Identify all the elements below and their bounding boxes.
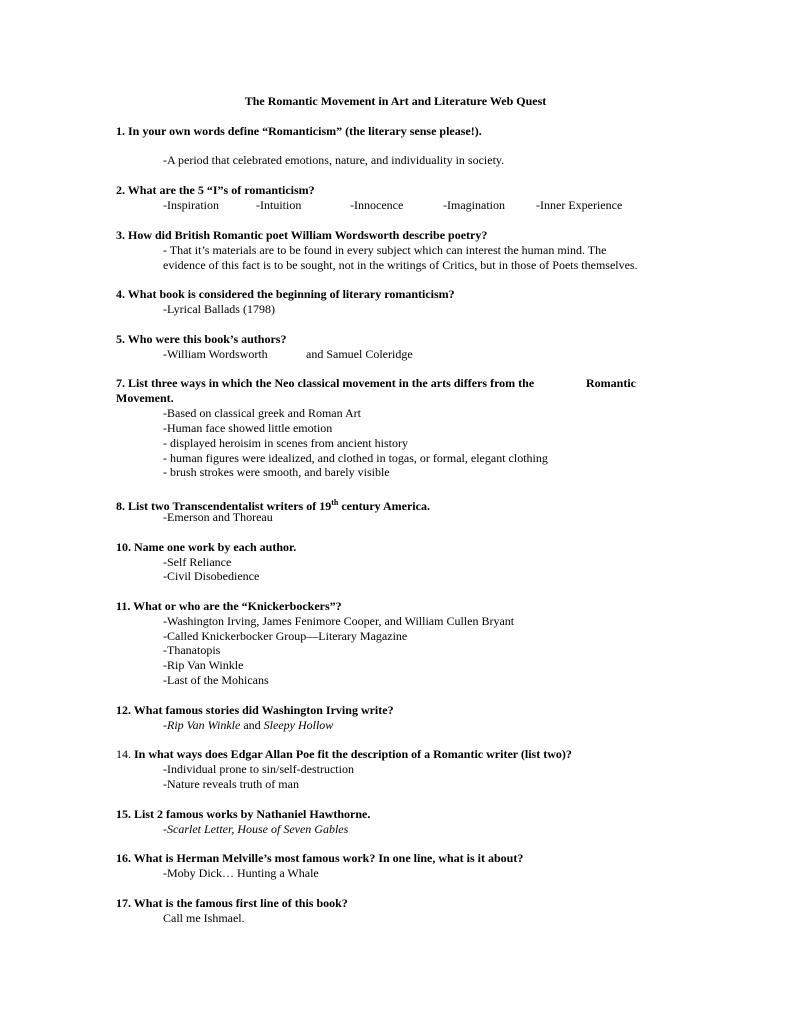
answer-5-a: -William Wordsworth bbox=[163, 347, 268, 361]
answer-2-item: -Inner Experience bbox=[536, 198, 623, 212]
answer-12-and: and bbox=[240, 718, 264, 732]
answer-11-item: -Last of the Mohicans bbox=[163, 673, 269, 687]
answer-11-item: -Thanatopis bbox=[163, 643, 221, 657]
answer-2-item: -Intuition bbox=[256, 198, 302, 212]
answer-2-item: -Imagination bbox=[443, 198, 505, 212]
question-10: 10. Name one work by each author. bbox=[116, 540, 297, 554]
question-4: 4. What book is considered the beginning of literary romanticism? bbox=[116, 287, 455, 301]
answer-3-line: evidence of this fact is to be sought, not in the writings of Critics, but in those of Poets themselves. bbox=[163, 258, 638, 272]
answer-1: -A period that celebrated emotions, nature, and individuality in society. bbox=[163, 153, 505, 167]
answer-12-title-b: Sleepy Hollow bbox=[263, 718, 334, 732]
answer-2-item: -Inspiration bbox=[163, 198, 219, 212]
question-7-b: Romantic bbox=[586, 376, 636, 390]
question-14-number: 14. bbox=[116, 747, 134, 761]
answer-11-item: -Washington Irving, James Fenimore Cooper, and William Cullen Bryant bbox=[163, 614, 515, 628]
answer-7-item: - human figures were idealized, and clothed in togas, or formal, elegant clothing bbox=[163, 451, 548, 465]
answer-5-b: and Samuel Coleridge bbox=[306, 347, 413, 361]
question-7-a: 7. List three ways in which the Neo classical movement in the arts differs from the bbox=[116, 376, 535, 390]
answer-7-item: -Human face showed little emotion bbox=[163, 421, 333, 435]
answer-10-item: -Self Reliance bbox=[163, 555, 232, 569]
answer-8: -Emerson and Thoreau bbox=[163, 510, 273, 524]
answer-2-item: -Innocence bbox=[350, 198, 404, 212]
answer-12 bbox=[163, 718, 333, 733]
question-14 bbox=[116, 747, 572, 762]
document-title: The Romantic Movement in Art and Literature Web Quest bbox=[244, 94, 547, 108]
question-2: 2. What are the 5 “I”s of romanticism? bbox=[116, 183, 315, 197]
question-14-text: In what ways does Edgar Allan Poe fit the description of a Romantic writer (list two)? bbox=[134, 747, 572, 761]
answer-17: Call me Ishmael. bbox=[163, 911, 245, 925]
answer-15: -Scarlet Letter, House of Seven Gables bbox=[163, 822, 349, 836]
question-5: 5. Who were this book’s authors? bbox=[116, 332, 287, 346]
answer-11-item: -Rip Van Winkle bbox=[163, 658, 244, 672]
question-3: 3. How did British Romantic poet William Wordsworth describe poetry? bbox=[116, 228, 488, 242]
answer-3-line: - That it’s materials are to be found in every subject which can interest the human mind. The bbox=[163, 243, 607, 257]
question-8-text-end: century America. bbox=[338, 499, 430, 513]
question-8-superscript: th bbox=[331, 498, 339, 507]
question-15: 15. List 2 famous works by Nathaniel Hawthorne. bbox=[116, 807, 371, 821]
answer-7-item: - brush strokes were smooth, and barely visible bbox=[163, 465, 390, 479]
answer-14-item: -Individual prone to sin/self-destruction bbox=[163, 762, 354, 776]
answer-7-item: -Based on classical greek and Roman Art bbox=[163, 406, 361, 420]
answer-11-item: -Called Knickerbocker Group—Literary Magazine bbox=[163, 629, 408, 643]
question-12: 12. What famous stories did Washington Irving write? bbox=[116, 703, 394, 717]
answer-4: -Lyrical Ballads (1798) bbox=[163, 302, 275, 316]
answer-12-title-a: -Rip Van Winkle bbox=[163, 718, 241, 732]
answer-10-item: -Civil Disobedience bbox=[163, 569, 260, 583]
question-11: 11. What or who are the “Knickerbockers”? bbox=[116, 599, 342, 613]
question-16: 16. What is Herman Melville’s most famous work? In one line, what is it about? bbox=[116, 851, 524, 865]
answer-7-item: - displayed heroisim in scenes from ancient history bbox=[163, 436, 408, 450]
answer-16: -Moby Dick… Hunting a Whale bbox=[163, 866, 319, 880]
question-7-c: Movement. bbox=[116, 391, 174, 405]
question-1: 1. In your own words define “Romanticism” (the literary sense please!). bbox=[116, 124, 482, 138]
answer-14-item: -Nature reveals truth of man bbox=[163, 777, 299, 791]
question-8-text: 8. List two Transcendentalist writers of 19 bbox=[116, 499, 332, 513]
question-17: 17. What is the famous first line of this book? bbox=[116, 896, 348, 910]
